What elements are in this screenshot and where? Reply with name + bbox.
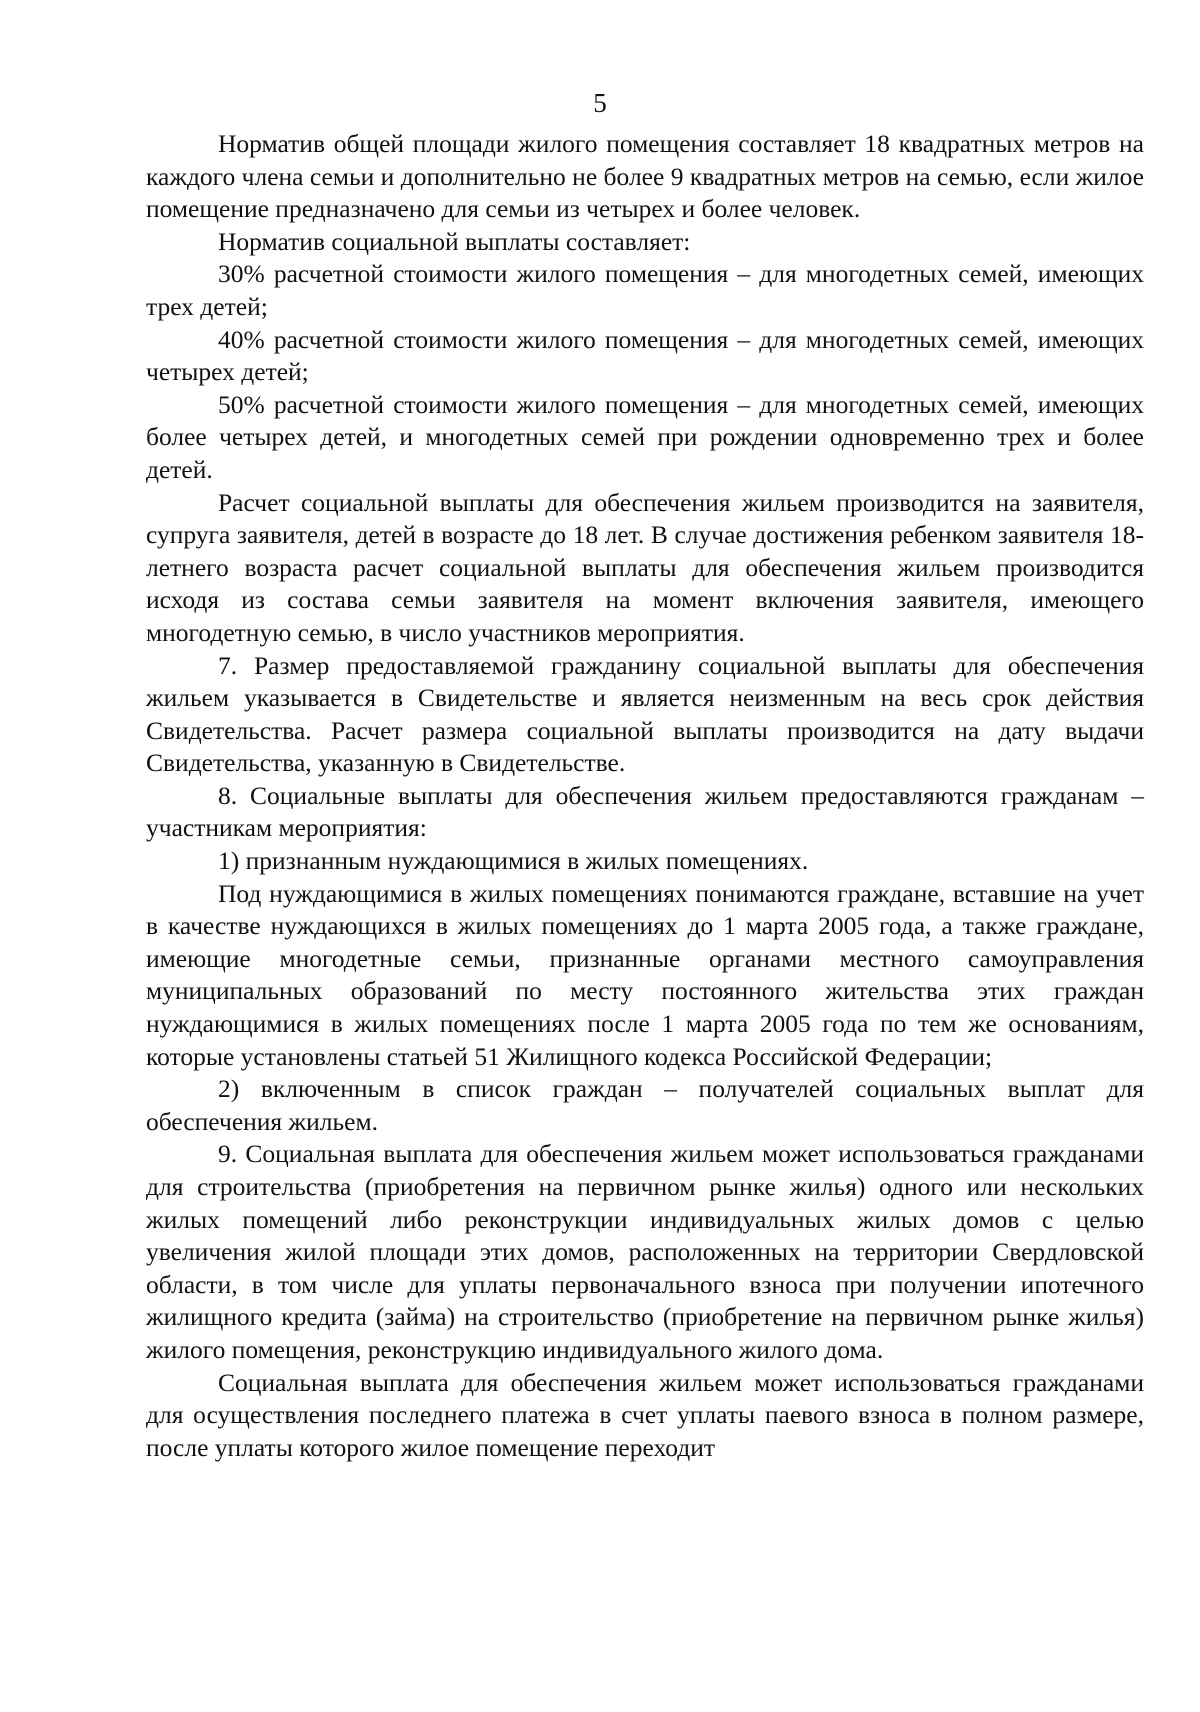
paragraph-payment-30: 30% расчетной стоимости жилого помещения – для многодетных семей, имеющих трех детей; <box>146 259 1144 321</box>
page-number: 5 <box>593 88 607 118</box>
paragraph-clause-9: 9. Социальная выплата для обеспечения жильем может использоваться гражданами для строительства (приобретения на первичном рынке жилья) одного или нескольких жилых помещений либо реконструкции индивидуальных жилых домов с целью увеличения жилой площади этих домов, расположенных на территории Свердловской области, в том числе для уплаты первоначального взноса при получении ипотечного жилищного кредита (займа) на строительство (приобретение на первичном рынке жилья) жилого помещения, реконструкцию индивидуального жилого дома. <box>146 1139 1144 1364</box>
paragraph-payment-40: 40% расчетной стоимости жилого помещения – для многодетных семей, имеющих четырех детей; <box>146 324 1144 387</box>
paragraph-payment-norm-intro: Норматив социальной выплаты составляет: <box>218 226 691 256</box>
paragraph-clause-8-item-2: 2) включенным в список граждан – получателей социальных выплат для обеспечения жильем. <box>146 1074 1144 1136</box>
paragraph-last-payment: Социальная выплата для обеспечения жильем может использоваться гражданами для осуществления последнего платежа в счет уплаты паевого взноса в полном размере, после уплаты которого жилое помещение переходит <box>146 1367 1144 1462</box>
paragraph-clause-8: 8. Социальные выплаты для обеспечения жильем предоставляются гражданам – участникам мероприятия: <box>146 780 1144 843</box>
paragraph-clause-8-item-1: 1) признанным нуждающимися в жилых помещениях. <box>218 846 809 876</box>
paragraph-payment-50: 50% расчетной стоимости жилого помещения – для многодетных семей, имеющих более четырех детей, и многодетных семей при рождении одновременно трех и более детей. <box>146 389 1144 484</box>
document-body <box>146 128 1144 1464</box>
paragraph-area-norm: Норматив общей площади жилого помещения составляет 18 квадратных метров на каждого члена семьи и дополнительно не более 9 квадратных метров на семью, если жилое помещение предназначено для семьи из четырех и более человек. <box>146 129 1144 224</box>
paragraph-needy-definition: Под нуждающимися в жилых помещениях понимаются граждане, вставшие на учет в качестве нуждающихся в жилых помещениях до 1 марта 2005 года, а также граждане, имеющие многодетные семьи, признанные органами местного самоуправления муниципальных образований по месту постоянного жительства этих граждан нуждающимися в жилых помещениях после 1 марта 2005 года по тем же основаниям, которые установлены статьей 51 Жилищного кодекса Российской Федерации; <box>146 878 1144 1071</box>
paragraph-clause-7: 7. Размер предоставляемой гражданину социальной выплаты для обеспечения жильем указывается в Свидетельстве и является неизменным на весь срок действия Свидетельства. Расчет размера социальной выплаты производится на дату выдачи Свидетельства, указанную в Свидетельстве. <box>146 650 1144 778</box>
paragraph-payment-calculation: Расчет социальной выплаты для обеспечения жильем производится на заявителя, супруга заявителя, детей в возрасте до 18 лет. В случае достижения ребенком заявителя 18-летнего возраста расчет социальной выплаты для обеспечения жильем производится исходя из состава семьи заявителя на момент включения заявителя, имеющего многодетную семью, в число участников мероприятия. <box>146 487 1144 647</box>
